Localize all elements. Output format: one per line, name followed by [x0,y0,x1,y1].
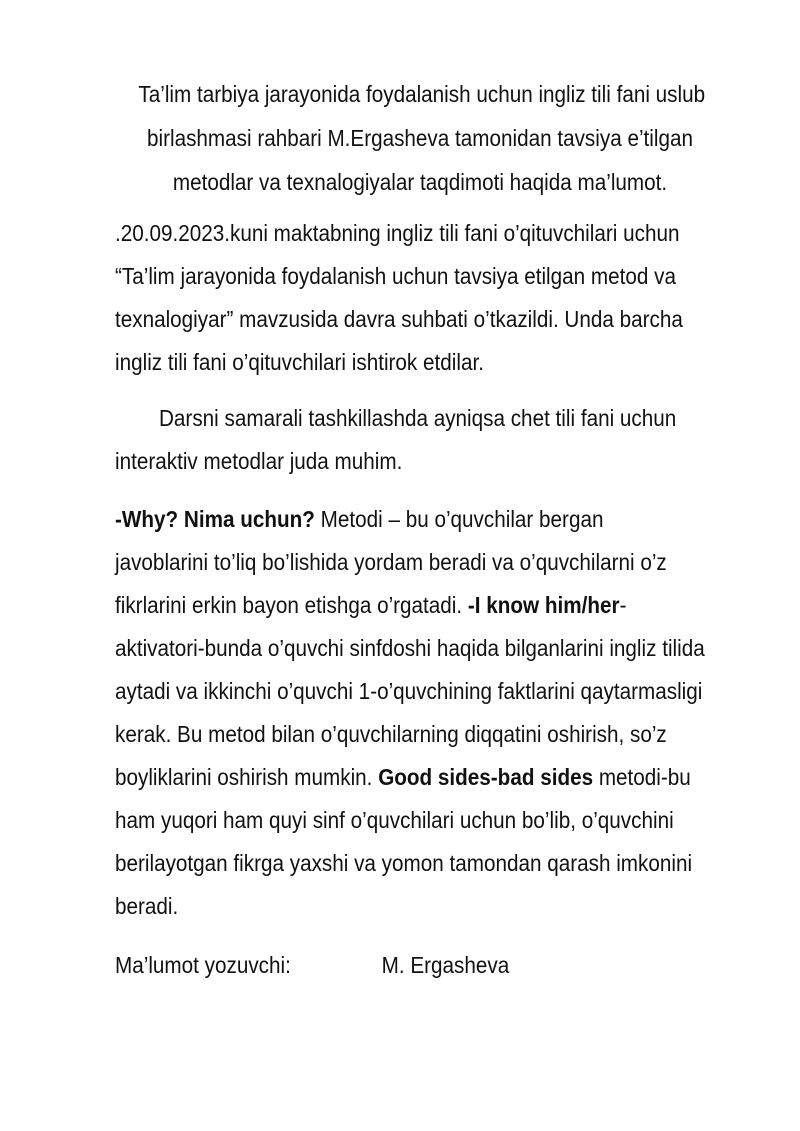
paragraph-line: fikrlarini erkin bayon etishga o’rgatadi. -I know him/her- [115,592,627,618]
paragraph-line: javoblarini to’liq bo’lishida yordam beradi va o’quvchilarni o’z [115,549,667,575]
signature-name: M. Ergasheva [381,952,510,978]
paragraph-line: boyliklarini oshirish mumkin. Good sides-bad sides metodi-bu [115,764,691,790]
paragraph-meeting [115,212,775,384]
signature-line [115,944,510,987]
paragraph-line: -Why? Nima uchun? Metodi – bu o’quvchilar bergan [115,506,604,532]
signature-label: Ma’lumot yozuvchi: [115,952,291,978]
title-line-3: metodlar va texnalogiyalar taqdimoti haqida ma’lumot. [172,169,668,195]
paragraph-methods [115,498,775,928]
paragraph-line: berilayotgan fikrga yaxshi va yomon tamondan qarash imkonini [115,850,693,876]
method-name-i-know: -I know him/her [467,592,620,618]
paragraph-line: .20.09.2023.kuni maktabning ingliz tili fani o’qituvchilari uchun [115,220,680,246]
paragraph-line: aktivatori-bunda o’quvchi sinfdoshi haqida bilganlarini ingliz tilida [115,635,705,661]
paragraph-line: texnalogiyar” mavzusida davra suhbati o’tkazildi. Unda barcha [115,306,683,332]
paragraph-interactive-methods [115,397,775,483]
paragraph-line: ingliz tili fani o’qituvchilari ishtirok etdilar. [115,349,484,375]
paragraph-line: “Ta’lim jarayonida foydalanish uchun tavsiya etilgan metod va [115,263,676,289]
paragraph-line: ham yuqori ham quyi sinf o’quvchilari uchun bo’lib, o’quvchini [115,807,674,833]
document-title [138,72,706,204]
paragraph-line: kerak. Bu metod bilan o’quvchilarning diqqatini oshirish, so’z [115,721,667,747]
paragraph-line: aytadi va ikkinchi o’quvchi 1-o’quvchining faktlarini qaytarmasligi [115,678,703,704]
title-line-2: birlashmasi rahbari M.Ergasheva tamonidan tavsiya e’tilgan [146,125,693,151]
method-name-good-bad: Good sides-bad sides [378,764,594,790]
method-name-why: -Why? Nima uchun? [115,506,315,532]
paragraph-line: interaktiv metodlar juda muhim. [115,448,403,474]
paragraph-line: beradi. [115,893,179,919]
title-line-1: Ta’lim tarbiya jarayonida foydalanish uchun ingliz tili fani uslub [138,81,706,107]
paragraph-line: Darsni samarali tashkillashda ayniqsa chet tili fani uchun [159,405,677,431]
